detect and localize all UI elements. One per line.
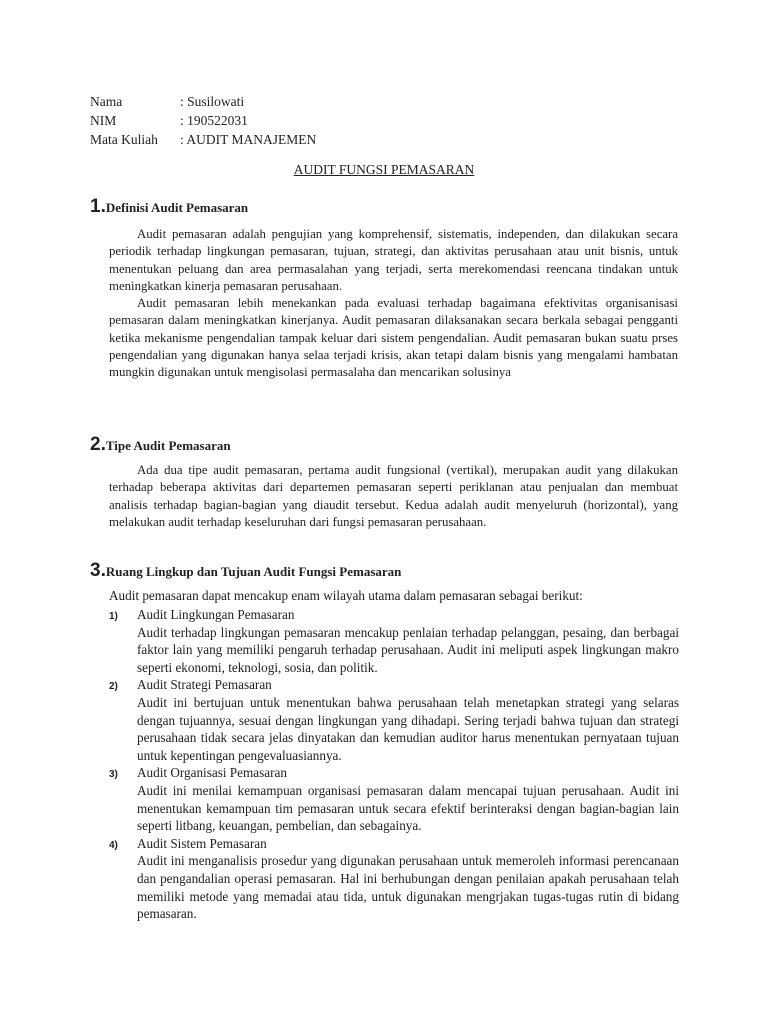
list-marker: 2) xyxy=(109,681,118,693)
list-item-text: Audit ini bertujuan untuk menentukan bahwa perusahaan telah menetapkan strategi yang selaras dengan tujuannya, sesuai dengan lingkungan yang dihadapi. Sering terjadi bahwa tujuan dan strategi perusahaan tidak secara jelas dinyatakan dan kemudian auditor harus menentukan pernyataan tujuan untuk kepentingan pengevaluasiannya. xyxy=(137,694,679,763)
section-number: 3. xyxy=(90,560,106,581)
section-title: Definisi Audit Pemasaran xyxy=(105,200,249,215)
list-marker: 4) xyxy=(109,839,118,851)
name-label: Nama xyxy=(90,94,123,109)
paragraph: Audit pemasaran lebih menekankan pada evaluasi terhadap bagaimana efektivitas organisanisasi pemasaran dalam meningkatkan kinerjanya. Audit pemasaran dilaksanakan secara berkala sebagai pengganti ketika mekanisme pengendalian tampak keluar dari sistem pengendalian. Audit pemasaran bukan suatu prses pengendalian yang digunakan hanya selaa terjadi krisis, akan tetapi dalam bisnis yang mengalami hambatan mungkin digunakan untuk mengisolasi permasalaha dan mencarikan solusinya xyxy=(109,296,678,380)
section-title: Tipe Audit Pemasaran xyxy=(105,438,231,453)
audit-area-list xyxy=(109,606,679,923)
section-title: Ruang Lingkup dan Tujuan Audit Fungsi Pemasaran xyxy=(105,564,402,579)
section-2-body xyxy=(109,462,678,531)
list-item-title: Audit Organisasi Pemasaran xyxy=(137,765,287,781)
section-2-heading xyxy=(90,434,231,456)
list-item-title: Audit Sistem Pemasaran xyxy=(137,835,267,851)
list-marker: 1) xyxy=(109,611,118,622)
list-item-text: Audit ini menganalisis prosedur yang digunakan perusahaan untuk memeroleh informasi perencanaan dan pengandalian operasi pemasaran. Hal ini berhubungan dengan penilaian apakah perusahaan telah memiliki metode yang memadai atau tida, untuk digunakan mengrjakan tugas-tugas rutin di bidang pemasaran. xyxy=(137,853,679,922)
nim-row xyxy=(90,111,316,130)
paragraph: Ada dua tipe audit pemasaran, pertama audit fungsional (vertikal), merupakan audit yang dilakukan terhadap beberapa aktivitas dari departemen pemasaran seperti periklanan atau penjualan dan membuat analisis terhadap bagian-bagian yang diaudit tersebut. Kedua adalah audit menyeluruh (horizontal), yang melakukan audit terhadap keseluruhan dari fungsi pemasaran perusahaan. xyxy=(109,463,678,529)
document-title: AUDIT FUNGSI PEMASARAN xyxy=(293,162,475,177)
section-number: 2. xyxy=(90,434,106,455)
name-row xyxy=(90,92,316,111)
section-1-body xyxy=(109,226,678,382)
list-item xyxy=(109,676,679,764)
nim-value: : 190522031 xyxy=(180,113,248,128)
list-marker: 3) xyxy=(109,769,118,781)
section-1-heading xyxy=(90,196,248,218)
list-item-text: Audit terhadap lingkungan pemasaran mencakup penlaian terhadap pelanggan, pesaing, dan berbagai faktor lain yang memiliki pengaruh terhadap perusahaan. Audit ini meliputi aspek lingkungan makro seperti ekonomi, teknologi, sosia, dan politik. xyxy=(137,624,679,675)
course-label: Mata Kuliah xyxy=(90,132,158,147)
paragraph: Audit pemasaran adalah pengujian yang komprehensif, sistematis, independen, dan dilakukan secara periodik terhadap lingkungan pemasaran, tujuan, strategi, dan aktivitas perusahaan atau unit bisnis, untuk menentukan peluang dan area permasalahan yang terjadi, serta merekomendasi reencana tindakan untuk meningkatkan kinerja pemasaran perusahaan. xyxy=(109,227,678,293)
section-3-heading xyxy=(90,560,401,582)
name-value: : Susilowati xyxy=(180,94,245,109)
list-item xyxy=(109,764,679,834)
student-info xyxy=(90,92,316,149)
section-3-intro: Audit pemasaran dapat mencakup enam wilayah utama dalam pemasaran sebagai berikut: xyxy=(109,588,583,603)
course-value: : AUDIT MANAJEMEN xyxy=(180,132,317,147)
list-item xyxy=(109,835,679,923)
list-item-title: Audit Strategi Pemasaran xyxy=(137,677,272,693)
list-item-text: Audit ini menilai kemampuan organisasi pemasaran dalam mencapai tujuan perusahaan. Audit ini menentukan kemampuan tim pemasaran untuk secara efektif berinteraksi dengan bagian-bagian lain seperti litbang, keuangan, pembelian, dan sebagainya. xyxy=(137,782,679,834)
list-item-title: Audit Lingkungan Pemasaran xyxy=(137,607,295,622)
list-item xyxy=(109,606,679,676)
section-number: 1. xyxy=(90,196,106,217)
nim-label: NIM xyxy=(90,113,117,128)
course-row xyxy=(90,130,316,149)
